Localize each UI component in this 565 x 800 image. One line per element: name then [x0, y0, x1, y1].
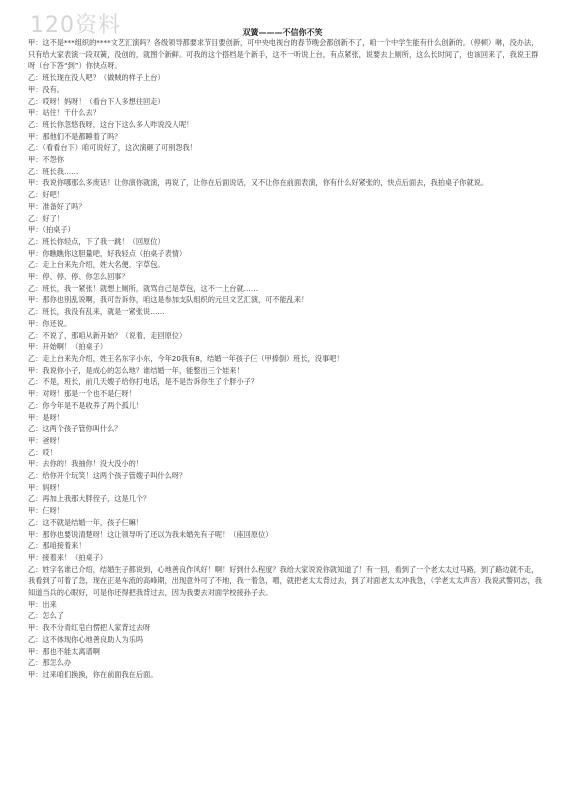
- dialogue-line: 甲：对呀！那是一个也不是仨呀！: [28, 389, 136, 399]
- dialogue-line: 甲：那你也别乱说啊，我可告诉你，咱这是参加支队组织的元旦文艺汇演，可不能乱来！: [28, 295, 309, 305]
- dialogue-line: 甲：我不分青红皂白愣把人家背过去呀: [28, 623, 151, 633]
- dialogue-line: 乙：哎呀！妈呀！（看台下人多想往回走）: [28, 96, 165, 106]
- dialogue-line: 乙：好吧！: [28, 190, 64, 200]
- document-title: 双簧———不信你不笑: [242, 28, 323, 37]
- script-body: [28, 37, 543, 681]
- dialogue-line: 甲：你还说。: [28, 318, 72, 328]
- dialogue-line: 乙：怎么了: [28, 611, 64, 621]
- dialogue-line: 甲：准备好了吗？: [28, 201, 86, 211]
- dialogue-line: 乙：这两个孩子管你叫什么？: [28, 424, 122, 434]
- dialogue-line: 甲：停、停、停、你怎么回事？: [28, 272, 129, 282]
- dialogue-line: 甲：那你也要说清楚呀！这让领导听了还以为我未婚先有子呢！（座回原位）: [28, 529, 273, 539]
- dialogue-line: 甲：（拍桌子）: [28, 225, 75, 235]
- dialogue-line: 甲：接着来！（拍桌子）: [28, 552, 108, 562]
- dialogue-line: 乙：再加上我那大胖侄子，这是几个？: [28, 494, 151, 504]
- dialogue-line: 甲：不怨你: [28, 155, 64, 165]
- dialogue-line: 乙：班长现在没人吧？（做贼的样子上台）: [28, 73, 165, 83]
- dialogue-line: 乙：不说了，那咱从新开始？（说着，走回原位）: [28, 330, 187, 340]
- dialogue-line: 甲：爸呀！: [28, 435, 64, 445]
- dialogue-line: 甲：我说你小子，是成心的怎么地？谁结婚一年，能整出三个娃来！: [28, 365, 244, 375]
- dialogue-line: 乙：哎！: [28, 447, 57, 457]
- dialogue-line: 甲：过来咱们换换，你在前面我在后面。: [28, 669, 158, 679]
- dialogue-line: 乙：班长，我没有乱来，就是一紧张说……: [28, 307, 165, 317]
- dialogue-line: 乙：班长，我一紧张！就想上厕所，就骂自己是草包，这不一上台就……: [28, 283, 259, 293]
- dialogue-line: 乙：班长你忽悠我呀，这台下这么多人咋说没人呢！: [28, 119, 194, 129]
- dialogue-line: 乙：给你开个玩笑！这两个孩子管嫂子叫什么呀？: [28, 471, 187, 481]
- dialogue-line: 甲：你瞧瞧你这胆量吧，好我轻点（拍桌子表情）: [28, 248, 187, 258]
- watermark-logo: 120资料: [30, 13, 121, 38]
- dialogue-line: 甲：那他们不是都睡着了吗？: [28, 131, 122, 141]
- dialogue-line: 乙：那咱接着来！: [28, 541, 86, 551]
- dialogue-line: 甲：我说你哪那么多废话！让你演你就演，再说了，让你在后面说话，又不让你在前面表演，你有什么好紧张的，快点后面去，我拍桌子你就说。: [28, 178, 489, 188]
- dialogue-line: 乙：那怎么办: [28, 658, 72, 668]
- dialogue-line: 乙：班长你轻点，下了我一跳！（回原位）: [28, 236, 165, 246]
- dialogue-line: 乙：走上台来先介绍，姓大名便、字草包。: [28, 260, 165, 270]
- dialogue-line: 甲：是呀！: [28, 412, 64, 422]
- dialogue-line: 乙：你今年是不是收养了两个孤儿！: [28, 400, 144, 410]
- dialogue-line: 乙：不是，班长，前几天嫂子给你打电话，是不是告诉你生了个胖小子？: [28, 377, 259, 387]
- dialogue-line: 甲：仨呀！: [28, 506, 64, 516]
- dialogue-line: 乙：（看看台下）咱可说好了，这次演砸了可别怨我！: [28, 143, 197, 153]
- dialogue-line: 甲：没有。: [28, 84, 64, 94]
- dialogue-line: 乙：这不体现你心地善良助人为乐吗: [28, 634, 144, 644]
- dialogue-line: 甲：妈呀！: [28, 482, 64, 492]
- dialogue-line: 甲：去你的！我抽你！没大没小的！: [28, 459, 144, 469]
- dialogue-line: 乙：这不就是结婚一年，孩子仨嘛！: [28, 517, 144, 527]
- dialogue-line: 甲：开始啊！（拍桌子）: [28, 342, 108, 352]
- dialogue-line: 乙：走上台来先介绍，姓王名东字小东，今年20我有8，结婚一年孩子仨（甲捧倒）班长，没事吧！: [28, 353, 344, 363]
- dialogue-line: 甲：那也不能太离谱啊: [28, 646, 100, 656]
- dialogue-line: 甲：出来: [28, 599, 57, 609]
- dialogue-line: 甲：这不是***组织的****文艺汇演吗？各级领导都要求节目要创新，可中央电视台的春节晚会都创新不了，咱一个中学生能有什么创新的。（停顿）咻，没办法，只有给大家表演一段双簧，没创的，就图个新鲜。可我的这个搭档是个新手，这不一听说上台，有点紧张，说要去上厕所，这么长时间了，也该回来了，我说王群呀（台下答“到”）你快点呀。: [28, 38, 539, 71]
- dialogue-line: 乙：姓字名谁已介绍，结婚生子都说到，心地善良作风好！啊！好到什么程度？我给大家说说你就知道了！有一回，看到了一个老太太过马路，到了路边就不走，我看到了可着了急，现在正是车流的高峰期，出现意外可了不地，我一着急，噌，就把老太太背过去，到了对面老太太冲我急，（学老太太声音）我说武警同志，我知道当兵的心眼好，可是你还得把我背过去，因为我要去对面学校接孙子去。: [28, 564, 542, 598]
- dialogue-line: 乙：班长我……: [28, 166, 79, 176]
- dialogue-line: 甲：站住！干什么去？: [28, 108, 100, 118]
- dialogue-line: 乙：好了！: [28, 213, 64, 223]
